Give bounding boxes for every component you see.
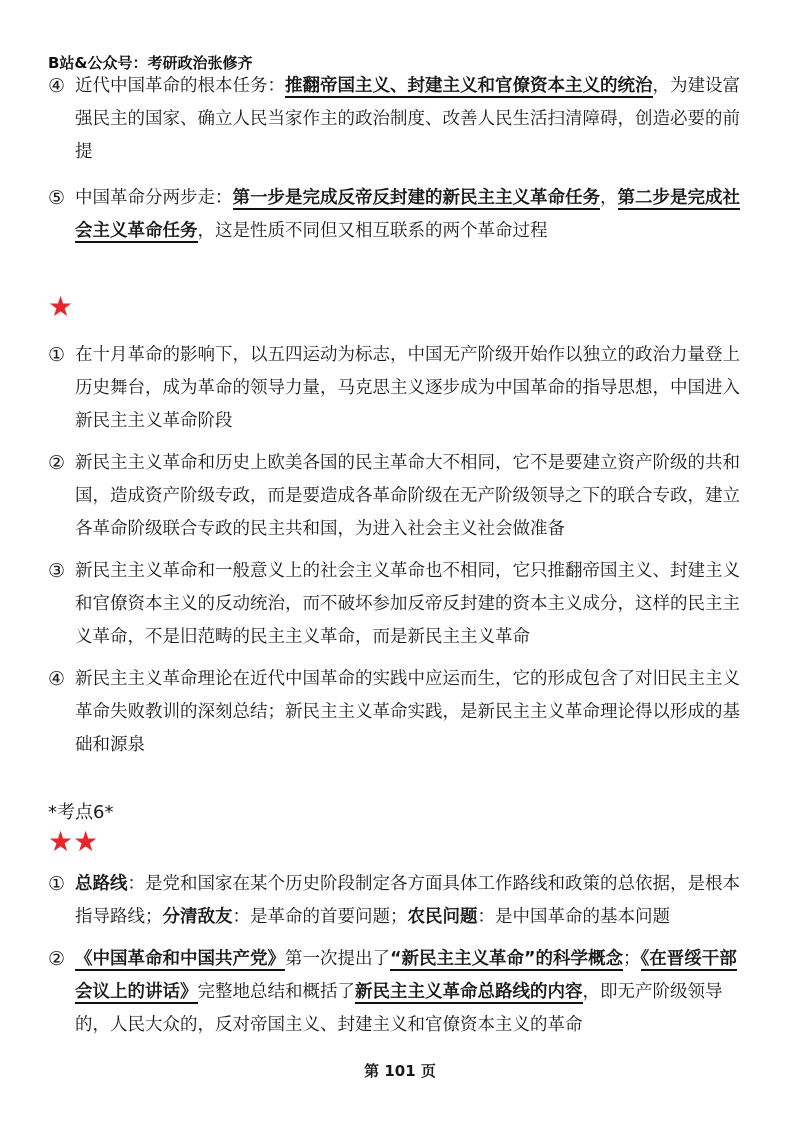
item-emphasis: “新民主主义革命”的科学概念 [390,949,624,969]
item-number: ⑤ [48,187,66,209]
list-item [48,339,754,438]
item-number: ② [48,948,66,970]
item-number: ③ [48,560,66,582]
item-rest: ，为建设富强民主的国家、确立人民当家作主的政治制度、改善人民生活扫清障碍，创造必要的前提 [75,76,740,162]
list-item [48,943,754,1042]
item-number: ④ [48,75,66,97]
item-rest: 第一次提出了 [285,949,390,969]
item-text: 在十月革命的影响下，以五四运动为标志，中国无产阶级开始作以独立的政治力量登上历史舞台，成为革命的领导力量，马克思主义逐步成为中国革命的指导思想，中国进入新民主主义革命阶段 [75,345,740,431]
item-emphasis: 第二步是完成社会主义革命任务 [75,188,740,241]
item-number: ① [48,344,66,366]
list-item [48,868,754,934]
item-text [75,943,754,1042]
item-lead: 中国革命分两步走： [75,188,233,208]
item-emphasis: 第一步是完成反帝反封建的新民主主义革命任务 [232,188,600,208]
item-rest: ，这是性质不同但又相互联系的两个革命过程 [197,221,548,241]
item-number: ① [48,873,66,895]
item-emphasis: 新民主主义革命总路线的内容 [355,982,583,1002]
item-text [75,70,754,169]
list-item [48,447,754,546]
definition: ：是党和国家在某个历史阶段制定各方面具体工作路线和政策的总依据，是根本指导路线； [75,874,740,927]
list-item [48,663,754,762]
section-heading: *考点6* [48,802,114,823]
page-number: 第 101 页 [364,1062,436,1080]
item-text [75,868,754,934]
item-rest: ，即无产阶级领导的，人民大众的，反对帝国主义、封建主义和官僚资本主义的革命 [75,982,723,1035]
term: 总路线 [75,874,128,894]
list-item [48,555,754,654]
item-punct: ， [600,188,618,208]
definition: ：是革命的首要问题； [232,907,408,927]
item-number: ④ [48,668,66,690]
item-text [75,182,754,248]
item-rest: 完整地总结和概括了 [197,982,355,1002]
star-icon: ★★ [48,825,99,858]
item-emphasis: 《中国革命和中国共产党》 [75,949,285,969]
item-number: ② [48,452,66,474]
item-text: 新民主主义革命理论在近代中国革命的实践中应运而生，它的形成包含了对旧民主主义革命失败教训的深刻总结；新民主主义革命实践，是新民主主义革命理论得以形成的基础和源泉 [75,669,740,755]
source-header: B站&公众号：考研政治张修齐 [48,54,253,72]
term: 农民问题 [407,907,478,927]
item-text: 新民主主义革命和历史上欧美各国的民主革命大不相同，它不是要建立资产阶级的共和国，造成资产阶级专政，而是要造成各革命阶级在无产阶级领导之下的联合专政，建立各革命阶级联合专政的民主共和国，为进入社会主义社会做准备 [75,453,740,539]
page-content [48,70,754,1042]
star-icon: ★ [48,290,74,323]
item-punct: ； [623,949,641,969]
item-lead: 近代中国革命的根本任务： [75,76,285,96]
item-emphasis: 推翻帝国主义、封建主义和官僚资本主义的统治 [285,76,653,96]
definition: ：是中国革命的基本问题 [477,907,670,927]
list-item [48,182,754,248]
list-item [48,70,754,169]
item-text: 新民主主义革命和一般意义上的社会主义革命也不相同，它只推翻帝国主义、封建主义和官僚资本主义的反动统治，而不破坏参加反帝反封建的资本主义成分，这样的民主主义革命，不是旧范畴的民主主义革命，而是新民主主义革命 [75,561,740,647]
item-emphasis: 《在晋绥干部会议上的讲话》 [75,949,737,1002]
term: 分清敌友 [162,907,233,927]
